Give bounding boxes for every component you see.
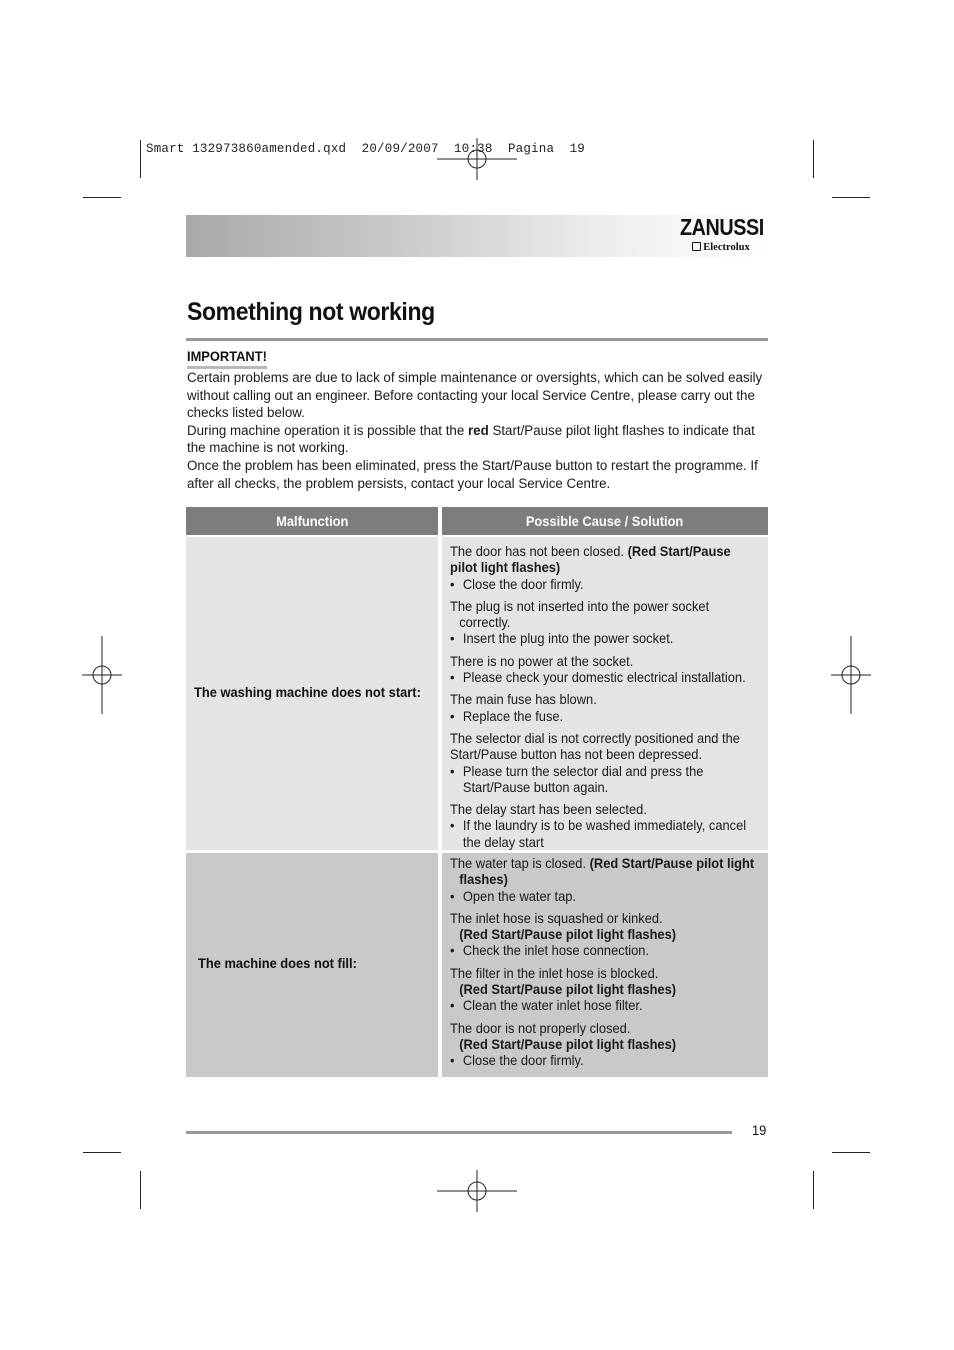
header-cause-solution: Possible Cause / Solution (442, 507, 768, 535)
cause-item: The plug is not inserted into the power socket correctly. • Insert the plug into the power socket. (450, 598, 763, 647)
malfunction-label: The machine does not fill: (198, 955, 357, 971)
brand-name: ZANUSSI (680, 214, 764, 240)
important-label: IMPORTANT! (187, 348, 267, 369)
cause-item: The main fuse has blown. • Replace the fuse. (450, 691, 763, 724)
printer-slug: Smart 132973860amended.qxd 20/09/2007 10:38 Pagina 19 (146, 142, 585, 156)
crop-mark-top-right-v (813, 140, 814, 178)
red-emphasis: red (467, 422, 489, 439)
title-divider (186, 338, 768, 341)
cause-item: The door is not properly closed. (Red Start/Pause pilot light flashes) • Close the door firmly. (450, 1020, 763, 1069)
crop-mark-top-left-v (140, 140, 141, 178)
crop-mark-top-left-h (83, 197, 121, 198)
malfunction-cell (186, 853, 438, 1077)
intro-line: During machine operation it is possible that the red Start/Pause pilot light flashes to indicate that (187, 422, 755, 439)
crop-mark-bottom-right-h (832, 1152, 870, 1153)
page-title: Something not working (187, 298, 435, 326)
crop-mark-top-right-h (832, 197, 870, 198)
cause-item: The selector dial is not correctly positioned and the Start/Pause button has not been depressed. • Please turn the selector dial and press the Start/Pause button again. (450, 730, 763, 795)
header-malfunction: Malfunction (186, 507, 438, 535)
brand-logo (680, 214, 762, 254)
intro-text (187, 370, 763, 493)
intro-line: the machine is not working. (187, 440, 349, 457)
intro-line: Certain problems are due to lack of simple maintenance or oversights, which can be solved easily (187, 370, 763, 386)
cause-item: There is no power at the socket. • Please check your domestic electrical installation. (450, 653, 763, 686)
cause-cell (442, 537, 768, 850)
page-number: 19 (752, 1122, 767, 1138)
intro-line: without calling out an engineer. Before contacting your local Service Centre, please carry out the (187, 387, 755, 404)
intro-line: Once the problem has been eliminated, press the Start/Pause button to restart the programme. If (187, 457, 758, 474)
crop-mark-bottom-left-h (83, 1152, 121, 1153)
malfunction-cell (186, 537, 438, 850)
registration-mark-left (82, 636, 122, 714)
registration-mark-top (437, 138, 517, 180)
intro-line: after all checks, the problem persists, contact your local Service Centre. (187, 475, 611, 492)
cause-cell (442, 853, 768, 1077)
malfunction-label: The washing machine does not start: (194, 684, 421, 700)
cause-item: The filter in the inlet hose is blocked. (Red Start/Pause pilot light flashes) • Clean the water inlet hose filter. (450, 965, 763, 1014)
cause-item: The delay start has been selected. • If the laundry is to be washed immediately, cancel the delay start (450, 801, 763, 850)
brand-parent: Electrolux (680, 242, 762, 254)
cause-item: The door has not been closed. (Red Start/Pause pilot light flashes) • Close the door firmly. (450, 543, 763, 592)
crop-mark-bottom-right-v (813, 1171, 814, 1209)
registration-mark-bottom (437, 1170, 517, 1212)
footer-divider (186, 1131, 732, 1134)
electrolux-icon (692, 242, 701, 251)
intro-line: checks listed below. (187, 405, 305, 422)
cause-item: The water tap is closed. (Red Start/Pause pilot light flashes) • Open the water tap. (450, 855, 763, 904)
cause-item: The inlet hose is squashed or kinked. (Red Start/Pause pilot light flashes) • Check the inlet hose connection. (450, 910, 763, 959)
crop-mark-bottom-left-v (140, 1171, 141, 1209)
cause-list (450, 855, 763, 1075)
cause-list (450, 543, 763, 856)
registration-mark-right (831, 636, 871, 714)
